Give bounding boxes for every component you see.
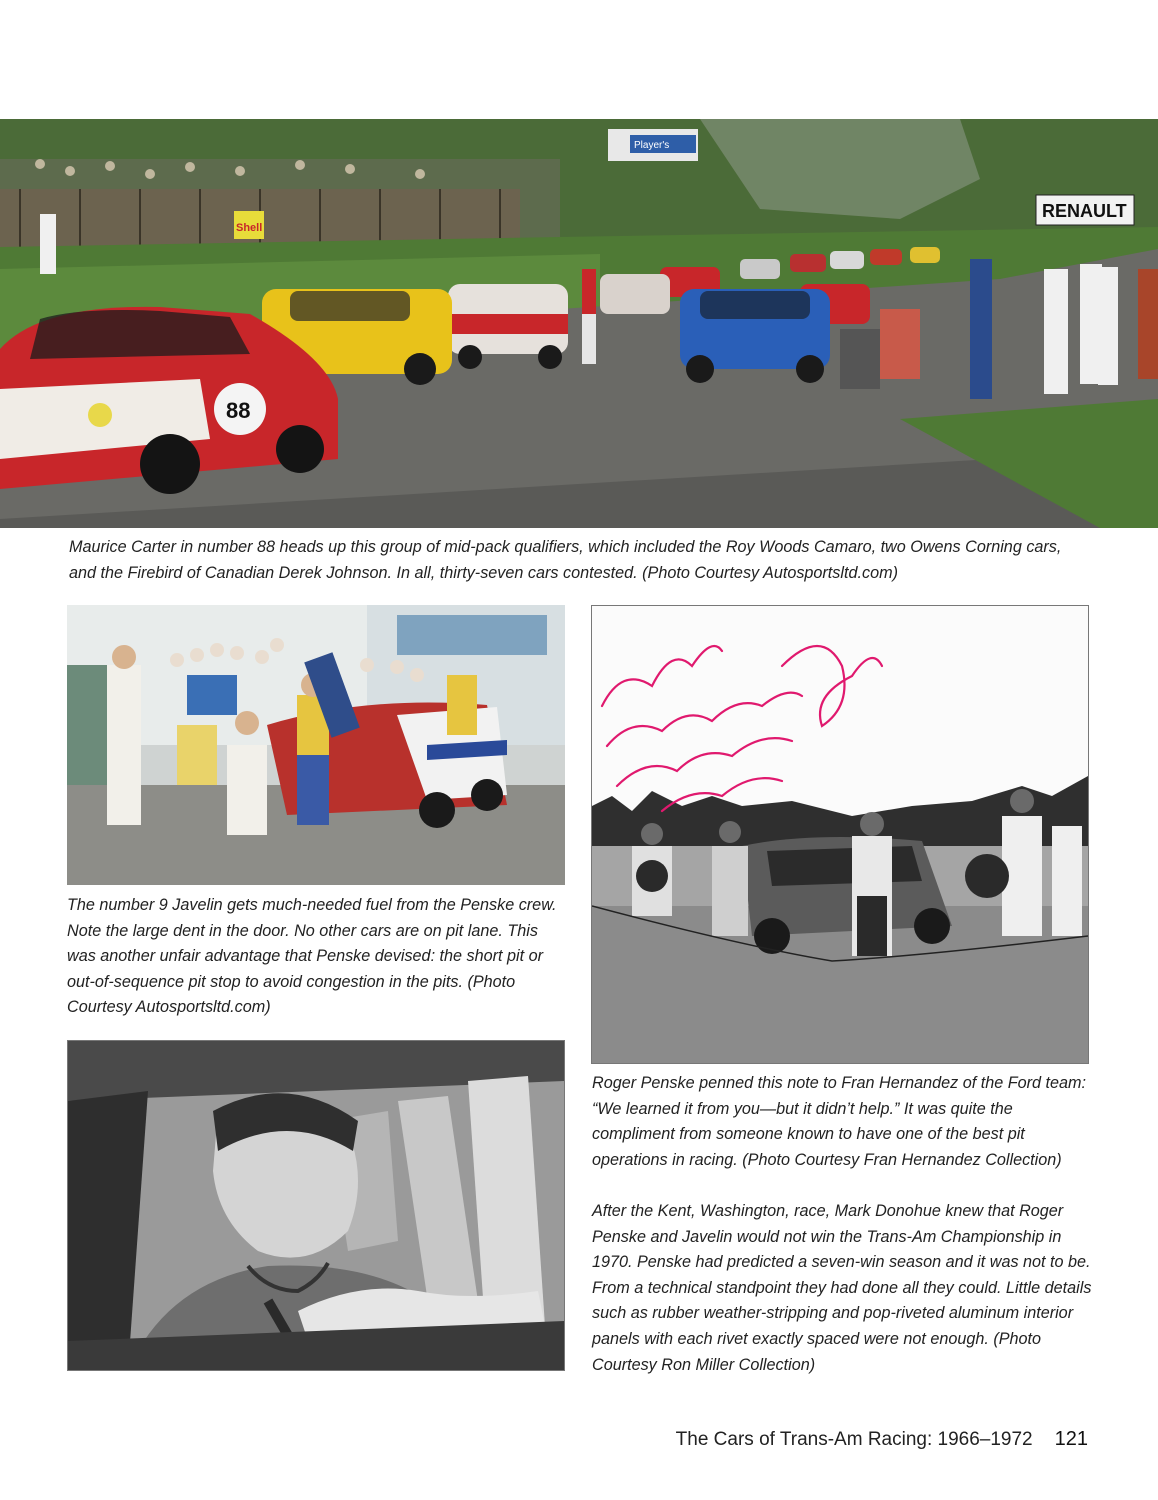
autographed-pit-photo <box>591 605 1089 1064</box>
pit-stop-illustration <box>67 605 565 885</box>
svg-text:88: 88 <box>226 398 251 423</box>
book-title: The Cars of Trans-Am Racing: 1966–1972 <box>675 1429 1033 1450</box>
page-footer <box>676 1428 1088 1451</box>
page-number: 121 <box>1054 1428 1088 1450</box>
svg-text:Shell: Shell <box>236 222 263 234</box>
autographed-photo-illustration <box>592 606 1088 1063</box>
autograph-caption: Roger Penske penned this note to Fran Hernandez of the Ford team: “We learned it from you—but it didn’t help.” It was quite the compliment from someone known to have one of the best pit operations in racing. (Photo Courtesy Fran Hernandez Collection) <box>592 1074 1087 1169</box>
shell-sign <box>234 211 264 239</box>
top-race-grid-photo <box>0 119 1158 528</box>
driver-portrait-photo <box>67 1040 565 1371</box>
pit-stop-color-photo <box>67 605 565 885</box>
top-photo-caption: Maurice Carter in number 88 heads up this group of mid-pack qualifiers, which included the Roy Woods Camaro, two Owens Corning cars, and the Firebird of Canadian Derek Johnson. In all, thirty-seven cars contested. (Photo Courtesy Autosportsltd.com) <box>69 538 1062 582</box>
driver-portrait-illustration <box>68 1041 564 1370</box>
portrait-caption: After the Kent, Washington, race, Mark Donohue knew that Roger Penske and Javelin would not win the Trans-Am Championship in 1970. Penske had predicted a seven-win season and it was not to be. From a technical standpoint they had done all they could. Little details such as rubber weather-stripping and pop-riveted aluminum interior panels with each rivet exactly spaced were not enough. (Photo Courtesy Ron Miller Collection) <box>592 1202 1092 1374</box>
svg-text:Player's: Player's <box>634 140 670 151</box>
svg-text:RENAULT: RENAULT <box>1042 201 1127 221</box>
renault-sign <box>1036 195 1134 225</box>
blue-firebird <box>680 289 830 383</box>
pit-stop-caption: The number 9 Javelin gets much-needed fuel from the Penske crew. Note the large dent in the door. No other cars are on pit lane. This was another unfair advantage that Penske devised: the short pit or out-of-sequence pit stop to avoid congestion in the pits. (Photo Courtesy Autosportsltd.com) <box>67 896 557 1017</box>
players-sign <box>608 129 698 161</box>
race-grid-illustration <box>0 119 1158 528</box>
